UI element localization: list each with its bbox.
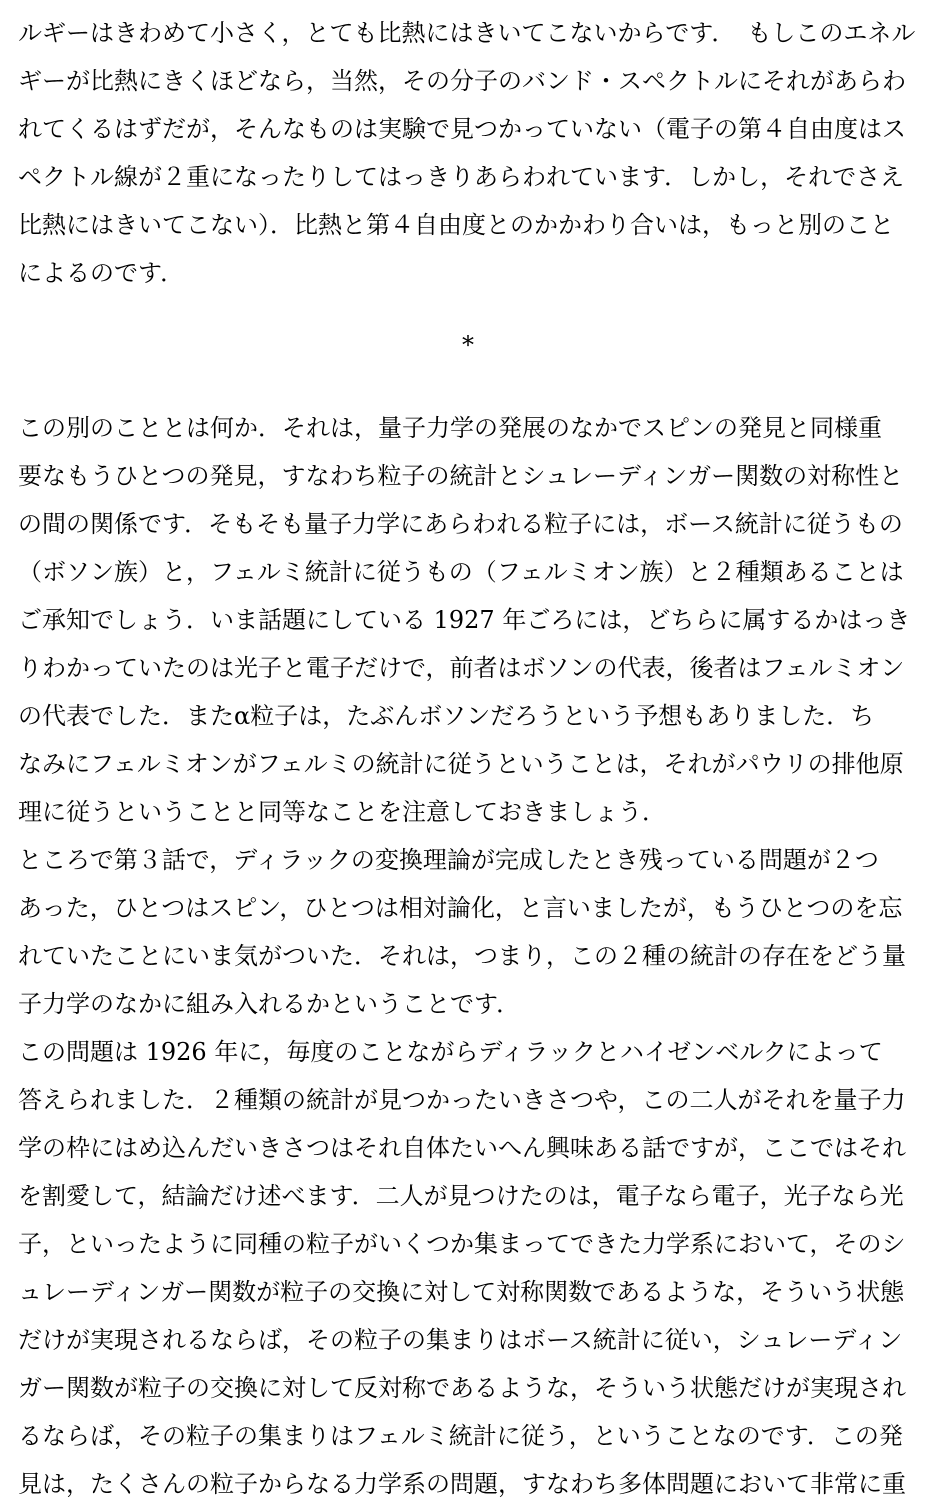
text-line: 子，といったように同種の粒子がいくつか集まってできた力学系において，そのシ bbox=[18, 1230, 906, 1258]
text-line: 比熱にはきいてこない）．比熱と第４自由度とのかかわり合いは，もっと別のこと bbox=[18, 211, 894, 239]
paragraph-2 bbox=[18, 836, 918, 1028]
paragraph-top bbox=[18, 9, 918, 297]
text-line: れていたことにいま気がついた．それは，つまり，この２種の統計の存在をどう量 bbox=[18, 942, 906, 970]
text-line: れてくるはずだが，そんなものは実験で見つかっていない（電子の第４自由度はス bbox=[18, 115, 906, 143]
text-line: によるのです． bbox=[18, 259, 185, 287]
document-page bbox=[18, 0, 918, 1508]
text-line: ルギーはきわめて小さく，とても比熱にはきいてこないからです． もしこのエネル bbox=[18, 19, 916, 47]
text-line: だけが実現されるならば，その粒子の集まりはボース統計に従い，シュレーディン bbox=[18, 1326, 903, 1354]
text-line: ュレーディンガー関数が粒子の交換に対して対称関数であるような，そういう状態 bbox=[18, 1278, 905, 1306]
paragraph-1 bbox=[18, 404, 918, 836]
paragraph-3 bbox=[18, 1028, 918, 1508]
text-line: るならば，その粒子の集まりはフェルミ統計に従う，ということなのです．この発 bbox=[18, 1422, 903, 1450]
text-line: （ボソン族）と，フェルミ統計に従うもの（フェルミオン族）と２種類あることは bbox=[18, 558, 904, 586]
text-line: を割愛して，結論だけ述べます．二人が見つけたのは，電子なら電子，光子なら光 bbox=[18, 1182, 904, 1210]
text-line: りわかっていたのは光子と電子だけで，前者はボソンの代表，後者はフェルミオン bbox=[18, 654, 905, 682]
text-line: の代表でした．またα粒子は，たぶんボソンだろうという予想もありました．ち bbox=[18, 702, 875, 730]
text-line: 理に従うということと同等なことを注意しておきましょう． bbox=[18, 798, 666, 826]
text-line: 答えられました．２種類の統計が見つかったいきさつや，この二人がそれを量子力 bbox=[18, 1086, 906, 1114]
text-line: の間の関係です．そもそも量子力学にあらわれる粒子には，ボース統計に従うもの bbox=[18, 510, 903, 538]
text-line: ご承知でしょう．いま話題にしている 1927 年ごろには，どちらに属するかはっき bbox=[18, 606, 911, 634]
text-line: ガー関数が粒子の交換に対して反対称であるような，そういう状態だけが実現され bbox=[18, 1374, 906, 1402]
text-line: 見は，たくさんの粒子からなる力学系の問題，すなわち多体問題において非常に重 bbox=[18, 1470, 906, 1498]
text-line: この問題は 1926 年に，毎度のことながらディラックとハイゼンベルクによって bbox=[18, 1038, 883, 1066]
text-line: 学の枠にはめ込んだいきさつはそれ自体たいへん興味ある話ですが，ここではそれ bbox=[18, 1134, 906, 1162]
section-separator: * bbox=[462, 331, 474, 359]
text-line: あった，ひとつはスピン，ひとつは相対論化，と言いましたが，もうひとつのを忘 bbox=[18, 894, 903, 922]
text-line: ペクトル線が２重になったりしてはっきりあらわれています．しかし，それでさえ bbox=[18, 163, 905, 191]
text-line: この別のこととは何か．それは，量子力学の発展のなかでスピンの発見と同様重 bbox=[18, 414, 882, 442]
text-line: 子力学のなかに組み入れるかということです． bbox=[18, 990, 521, 1018]
text-line: なみにフェルミオンがフェルミの統計に従うということは，それがパウリの排他原 bbox=[18, 750, 904, 778]
text-line: ところで第３話で，ディラックの変換理論が完成したとき残っている問題が２つ bbox=[18, 846, 879, 874]
text-line: ギーが比熱にきくほどなら，当然，その分子のバンド・スペクトルにそれがあらわ bbox=[18, 67, 906, 95]
text-line: 要なもうひとつの発見，すなわち粒子の統計とシュレーディンガー関数の対称性と bbox=[18, 462, 904, 490]
